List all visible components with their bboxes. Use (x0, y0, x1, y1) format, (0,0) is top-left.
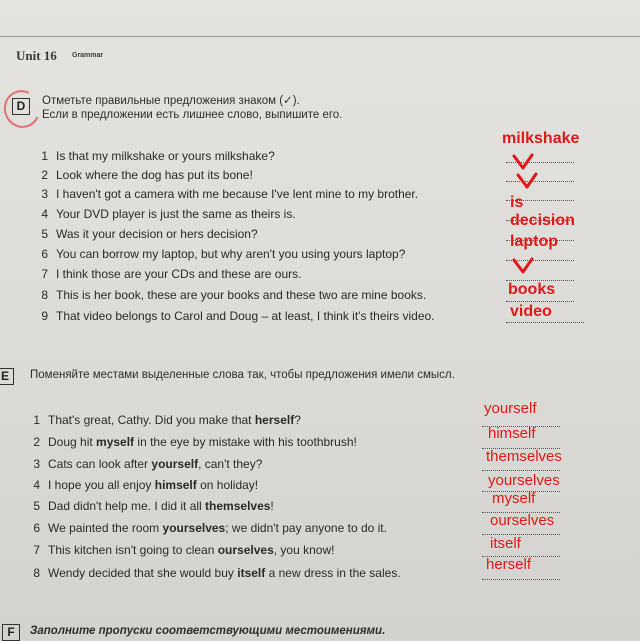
exercise-f-badge: F (2, 624, 20, 641)
check-mark-icon (512, 257, 534, 275)
answer-line (482, 470, 560, 471)
exercise-e-badge: E (0, 368, 14, 385)
handwritten-answer: decision (510, 212, 575, 229)
handwritten-answer: myself (492, 490, 536, 507)
unit-section: Grammar (72, 52, 104, 59)
handwritten-answer: themselves (486, 448, 562, 465)
check-mark-icon (512, 153, 534, 171)
exercise-d-item-5: 5 Was it your decision or hers decision? (41, 227, 258, 241)
handwritten-answer: books (508, 281, 556, 298)
exercise-e-item-3: 3 Cats can look after yourself, can't they? (33, 457, 263, 471)
answer-line (506, 301, 574, 302)
exercise-e-item-6: 6 We painted the room yourselves; we didn't pay anyone to do it. (33, 521, 387, 535)
handwritten-answer: laptop (510, 233, 558, 250)
handwritten-answer: yourselves (488, 472, 560, 489)
exercise-d-badge: D (12, 98, 30, 115)
exercise-d-item-3: 3 I haven't got a camera with me because I've lent mine to my brother. (41, 187, 419, 201)
exercise-d-item-7: 7 I think those are your CDs and these are ours. (41, 267, 302, 281)
exercise-d-item-4: 4 Your DVD player is just the same as theirs is. (41, 207, 296, 221)
exercise-d-item-2: 2 Look where the dog has put its bone! (41, 168, 253, 182)
handwritten-answer: video (510, 303, 552, 320)
handwritten-answer: herself (486, 556, 532, 573)
exercise-e-item-7: 7 This kitchen isn't going to clean ourselves, you know! (33, 543, 335, 557)
exercise-e-item-4: 4 I hope you all enjoy himself on holiday! (33, 478, 259, 492)
exercise-d-item-9: 9 That video belongs to Carol and Doug – at least, I think it's theirs video. (41, 309, 435, 323)
exercise-d-instruction-2: Если в предложении есть лишнее слово, выпишите его. (42, 109, 343, 121)
handwritten-answer: yourself (484, 400, 537, 417)
exercise-d-item-1: 1 Is that my milkshake or yours milkshake? (41, 149, 275, 163)
exercise-e-item-8: 8 Wendy decided that she would buy itself a new dress in the sales. (33, 566, 401, 580)
handwritten-answer: is (510, 194, 524, 211)
handwritten-answer: milkshake (502, 130, 580, 147)
handwritten-answer: himself (488, 425, 536, 442)
handwritten-answer: itself (490, 535, 521, 552)
exercise-e-item-2: 2 Doug hit myself in the eye by mistake with his toothbrush! (33, 435, 357, 449)
exercise-d-item-6: 6 You can borrow my laptop, but why aren't you using yours laptop? (41, 247, 406, 261)
exercise-e-item-5: 5 Dad didn't help me. I did it all themselves! (33, 499, 274, 513)
exercise-e-item-1: 1 That's great, Cathy. Did you make that herself? (33, 413, 301, 427)
check-mark-icon (516, 172, 538, 190)
exercise-d-item-8: 8 This is her book, these are your books and these two are mine books. (41, 288, 427, 302)
exercise-f-instruction: Заполните пропуски соответствующими местоимениями. (30, 625, 386, 637)
exercise-d-instruction-1: Отметьте правильные предложения знаком (✓). (42, 95, 300, 107)
answer-line (506, 322, 584, 323)
handwritten-answer: ourselves (490, 512, 555, 529)
header-rule (0, 36, 640, 37)
unit-title: Unit 16 (16, 48, 57, 63)
answer-line (482, 579, 560, 580)
exercise-e-instruction: Поменяйте местами выделенные слова так, чтобы предложения имели смысл. (30, 369, 455, 381)
